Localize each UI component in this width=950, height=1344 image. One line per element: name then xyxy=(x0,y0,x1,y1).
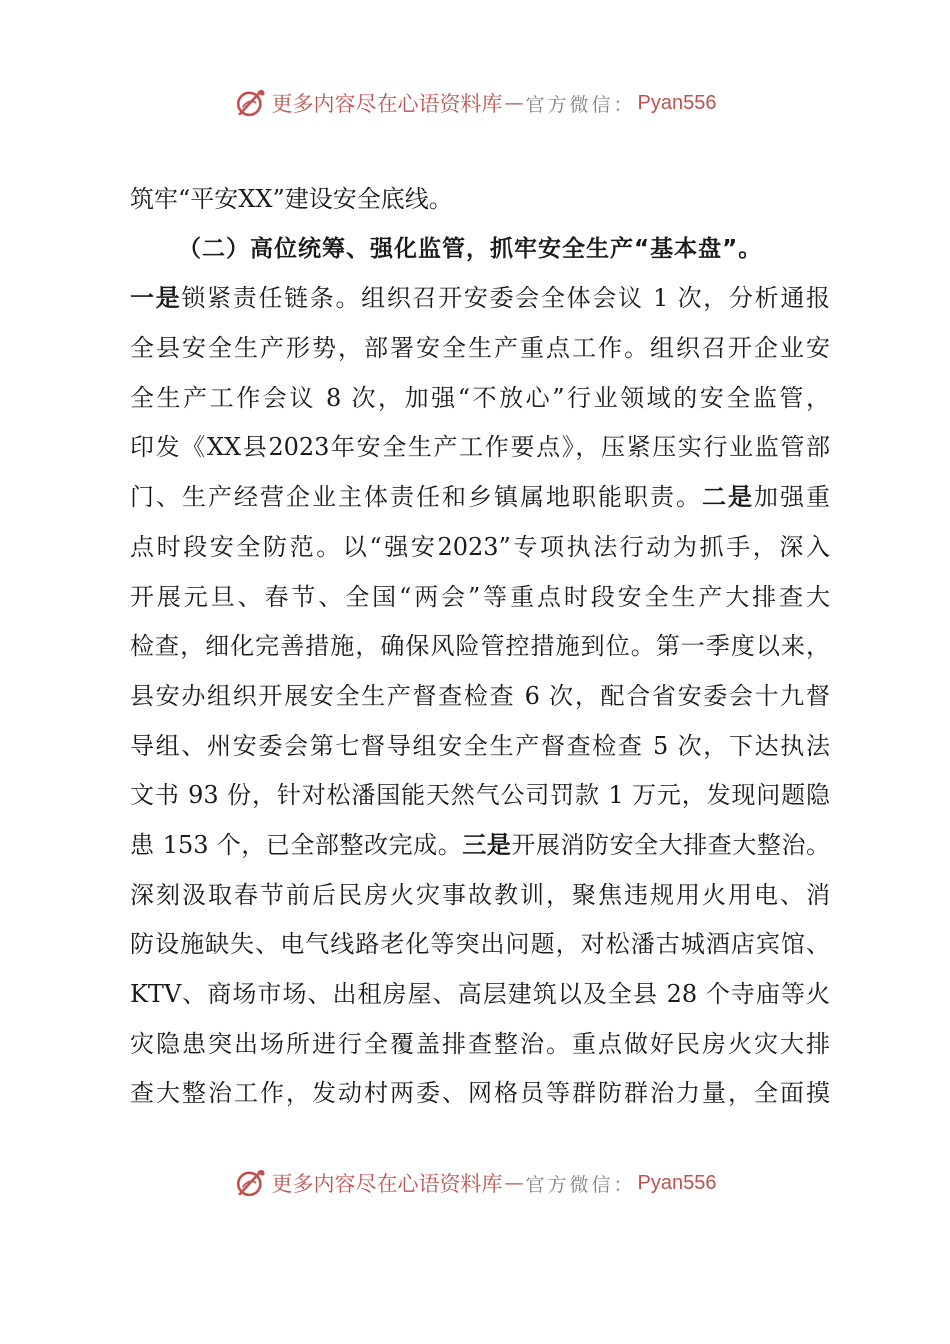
body-line: KTV、商场市场、出租房屋、高层建筑以及全县 28 个寺庙等火 xyxy=(130,980,830,1008)
banner-dash: — xyxy=(504,92,524,114)
banner-wechat-id: Pyan556 xyxy=(637,91,717,114)
banner-wechat-id: Pyan556 xyxy=(637,1171,717,1194)
banner-main-text: 更多内容尽在心语资料库 xyxy=(271,1172,503,1196)
body-line: 检查，细化完善措施，确保风险管控措施到位。第一季度以来， xyxy=(130,632,830,661)
point-label: 二是 xyxy=(702,483,754,512)
body-line: 门、生产经营企业主体责任和乡镇属地职能职责。二是加强重 xyxy=(130,483,830,512)
body-line: 印发《XX县2023年安全生产工作要点》，压紧压实行业监管部 xyxy=(130,433,830,462)
body-line: 深刻汲取春节前后民房火灾事故教训，聚焦违规用火用电、消 xyxy=(130,880,830,909)
body-line: 文书 93 份，针对松潘国能天然气公司罚款 1 万元，发现问题隐 xyxy=(130,781,830,810)
point-label: 一是 xyxy=(130,284,182,313)
body-line: 导组、州安委会第七督导组安全生产督查检查 5 次，下达执法 xyxy=(130,731,830,760)
footer-watermark-banner xyxy=(0,1163,950,1203)
body-line: 县安办组织开展安全生产督查检查 6 次，配合省安委会十九督 xyxy=(130,681,830,710)
banner-wechat-label: 官方微信： xyxy=(525,93,636,116)
header-watermark-banner xyxy=(0,83,950,123)
body-line: 开展元旦、春节、全国“两会”等重点时段安全生产大排查大 xyxy=(130,582,830,611)
banner-main-text: 更多内容尽在心语资料库 xyxy=(271,92,503,116)
section-heading: （二）高位统筹、强化监管，抓牢安全生产“基本盘”。 xyxy=(178,235,763,262)
body-line: 点时段安全防范。以“强安2023”专项执法行动为抓手，深入 xyxy=(130,532,830,561)
body-line: 筑牢“平安XX”建设安全底线。 xyxy=(130,185,453,213)
body-line: 一是锁紧责任链条。组织召开安委会全体会议 1 次，分析通报 xyxy=(130,284,831,313)
body-line: 防设施缺失、电气线路老化等突出问题，对松潘古城酒店宾馆、 xyxy=(130,930,830,959)
document-body xyxy=(130,175,830,1119)
banner-wechat-label: 官方微信： xyxy=(525,1173,636,1196)
brush-logo-icon xyxy=(234,86,268,120)
body-line: 查大整治工作，发动村两委、网格员等群防群治力量，全面摸 xyxy=(130,1079,830,1108)
banner-dash: — xyxy=(504,1172,524,1194)
body-line: 患 153 个，已全部整改完成。三是开展消防安全大排查大整治。 xyxy=(130,830,831,859)
body-line: 全生产工作会议 8 次，加强“不放心”行业领域的安全监管， xyxy=(130,383,830,412)
point-label: 三是 xyxy=(462,830,512,859)
brush-logo-icon xyxy=(234,1166,268,1200)
body-line: 灾隐患突出场所进行全覆盖排查整治。重点做好民房火灾大排 xyxy=(130,1029,830,1058)
body-line: 全县安全生产形势，部署安全生产重点工作。组织召开企业安 xyxy=(130,334,830,363)
